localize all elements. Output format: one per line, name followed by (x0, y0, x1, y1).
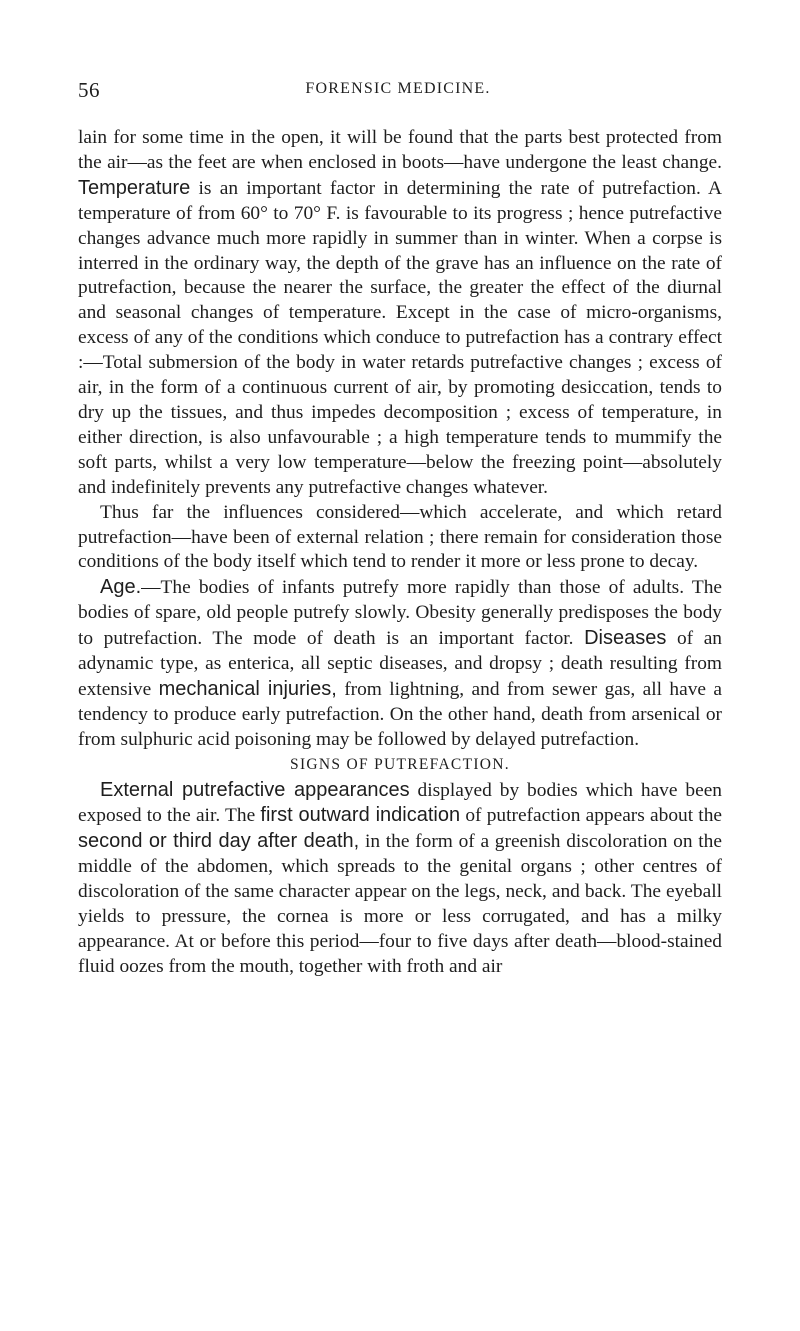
paragraph-text: of putrefaction appears about the (465, 805, 722, 827)
side-heading-diseases: Diseases (584, 627, 667, 650)
paragraph-temperature (78, 126, 722, 501)
paragraph-text: of an adynamic type, as enterica, all septic diseases, and dropsy ; death resulting from extensive (78, 628, 722, 700)
page-body (78, 126, 722, 980)
page-number: 56 (78, 78, 100, 102)
page-header (78, 78, 718, 102)
paragraph-text: is an important factor in determining the rate of putrefaction. A temperature of from 60° to 70° F. is favourable to its progress ; hence putrefactive changes advance much more rapidly in summer than in winter. When a corpse is interred in the ordinary way, the depth of the grave has an influence on the rate of putrefaction, because the nearer the surface, the greater the effect of the diurnal and seasonal changes of temperature. Except in the case of micro-organisms, excess of any of the conditions which conduce to putrefaction has a contrary effect :—Total submersion of the body in water retards putrefactive changes ; excess of air, in the form of a continuous current of air, by promoting desiccation, tends to dry up the tissues, and thus impedes decomposition ; excess of temperature, in either direction, is also unfavourable ; a high temperature tends to mummify the soft parts, whilst a very low temperature—below the freezing point—absolutely and indefinitely prevents any putrefactive changes whatever. (78, 177, 722, 498)
side-heading-temperature: Temperature (78, 176, 191, 199)
section-heading: SIGNS OF PUTREFACTION. (290, 755, 510, 773)
paragraph-text: in the form of a greenish discoloration on the middle of the abdomen, which spreads to the genital organs ; other centres of discoloration of the same character appear on the legs, neck, and back. The eyeball yields to pressure, the cornea is more or less corrugated, and has a milky appearance. At or before this period—four to five days after death—blood-stained fluid oozes from the mouth, together with froth and air (78, 831, 722, 977)
paragraph-text: —The bodies of infants putrefy more rapidly than those of adults. The bodies of spare, old people putrefy slowly. Obesity generally predisposes the body to putrefaction. The mode of death is an important factor. (78, 577, 722, 650)
paragraph-external-appearances (78, 778, 722, 980)
paragraph-text: displayed by bodies which have been exposed to the air. The (78, 779, 722, 827)
paragraph-text: from lightning, and from sewer gas, all have a tendency to produce early putrefaction. On the other hand, death from arsenical or from sulphuric acid poisoning may be followed by delayed putrefaction. (78, 678, 722, 750)
paragraph-age (78, 575, 722, 752)
paragraph-text: Thus far the influences considered—which accelerate, and which retard putrefaction—have been of external relation ; there remain for consideration those conditions of the body itself which tend to render it more or less prone to decay. (78, 501, 722, 573)
side-heading-mechanical-injuries: mechanical injuries, (158, 677, 337, 700)
side-heading-first-indication: first outward indication (260, 804, 461, 827)
paragraph-transition (78, 501, 722, 576)
running-title: FORENSIC MEDICINE. (305, 80, 491, 97)
side-heading-second-third-day: second or third day after death, (78, 830, 360, 853)
paragraph-text: lain for some time in the open, it will be found that the parts best protected from the air—as the feet are when enclosed in boots—have undergone the least change. (78, 127, 722, 173)
side-heading-age: Age. (100, 576, 142, 599)
side-heading-external-appearances: External putrefactive appearances (100, 778, 410, 801)
